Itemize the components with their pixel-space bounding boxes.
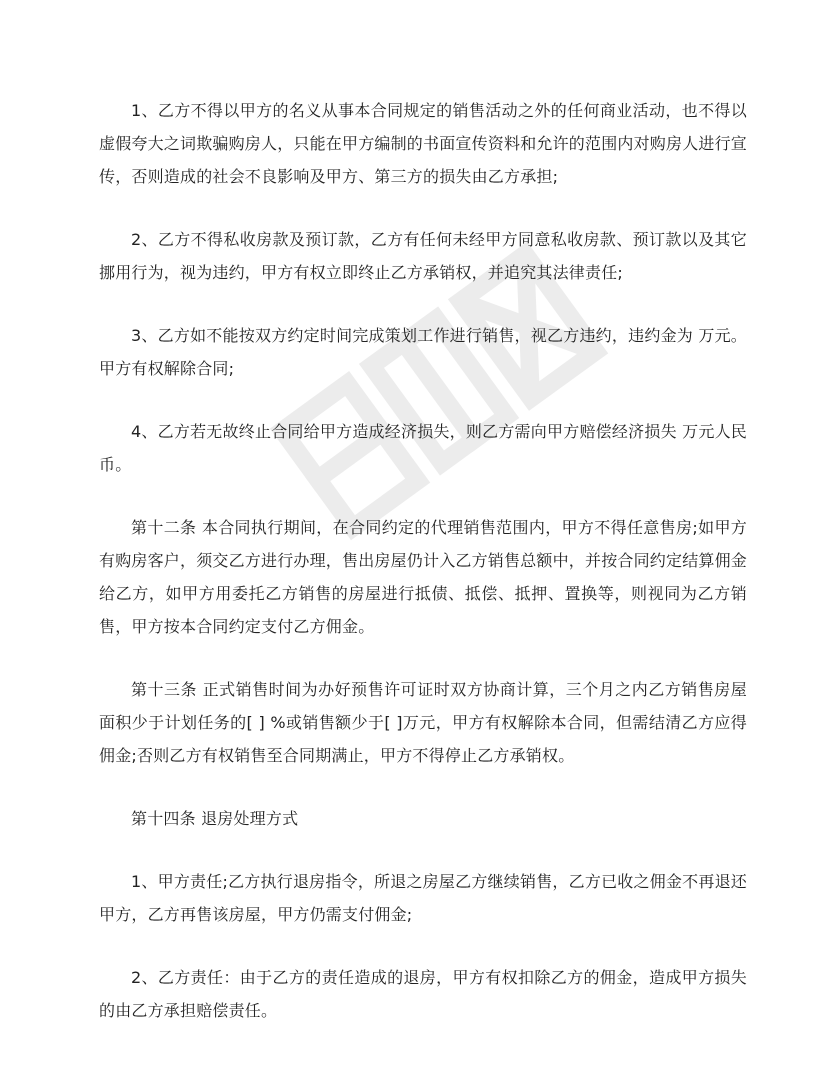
paragraph-article-14-heading: 第十四条 退房处理方式: [131, 809, 299, 828]
paragraph-clause-4: 4、乙方若无故终止合同给甲方造成经济损失，则乙方需向甲方赔偿经济损失 万元人民币。: [99, 422, 747, 474]
paragraph-article-12: 第十二条 本合同执行期间，在合同约定的代理销售范围内，甲方不得任意售房;如甲方有购房客户，须交乙方进行办理，售出房屋仍计入乙方销售总额中，并按合同约定结算佣金给乙方，如甲方用委托乙方销售的房屋进行抵债、抵偿、抵押、置换等，则视同为乙方销售，甲方按本合同约定支付乙方佣金。: [99, 518, 748, 636]
paragraph-article-13: 第十三条 正式销售时间为办好预售许可证时双方协商计算，三个月之内乙方销售房屋面积少于计划任务的[ ] %或销售额少于[ ]万元，甲方有权解除本合同，但需结清乙方应得佣金;否则乙方有权销售至合同期满止，甲方不得停止乙方承销权。: [99, 680, 747, 765]
paragraph-party-b-responsibility: 2、乙方责任：由于乙方的责任造成的退房，甲方有权扣除乙方的佣金，造成甲方损失的由乙方承担赔偿责任。: [99, 968, 747, 1020]
document-body: [99, 94, 747, 1057]
paragraph-clause-3: 3、乙方如不能按双方约定时间完成策划工作进行销售，视乙方违约，违约金为 万元。甲方有权解除合同;: [99, 326, 747, 378]
paragraph-clause-2: 2、乙方不得私收房款及预订款，乙方有任何未经甲方同意私收房款、预订款以及其它挪用行为，视为违约，甲方有权立即终止乙方承销权，并追究其法律责任;: [99, 230, 747, 282]
paragraph-party-a-responsibility: 1、甲方责任;乙方执行退房指令，所退之房屋乙方继续销售，乙方已收之佣金不再退还甲方，乙方再售该房屋，甲方仍需支付佣金;: [99, 872, 747, 924]
paragraph-clause-1: 1、乙方不得以甲方的名义从事本合同规定的销售活动之外的任何商业活动，也不得以虚假夸大之词欺骗购房人，只能在甲方编制的书面宣传资料和允许的范围内对购房人进行宣传，否则造成的社会不良影响及甲方、第三方的损失由乙方承担;: [99, 101, 748, 186]
